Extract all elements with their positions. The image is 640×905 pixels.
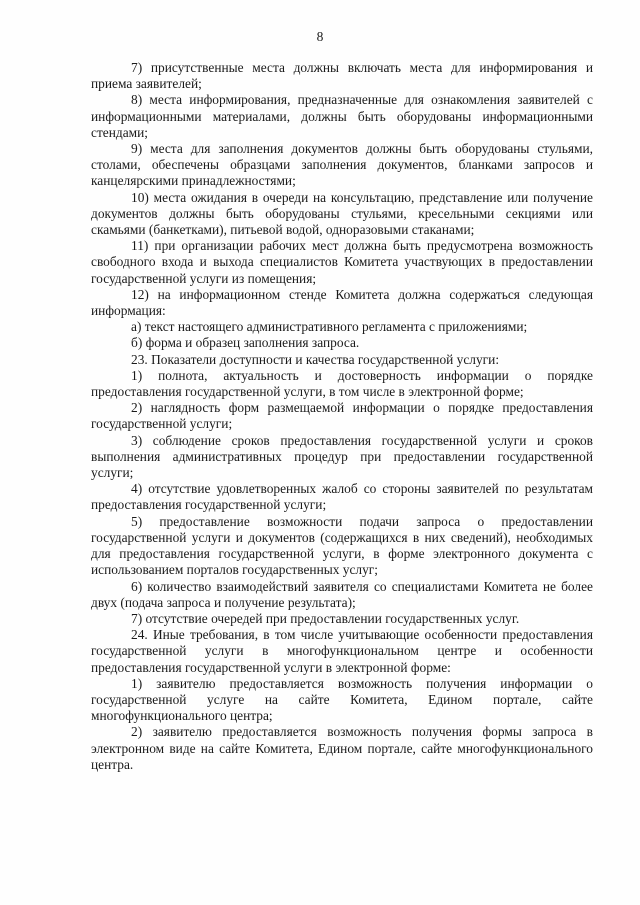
paragraph: 1) полнота, актуальность и достоверность информации о порядке предоставления государственной услуги, в том числе в электронной форме; [91,367,593,400]
paragraph: б) форма и образец заполнения запроса. [131,335,360,351]
paragraph: 6) количество взаимодействий заявителя со специалистами Комитета не более двух (подача запроса и получение результата); [91,578,593,610]
paragraph: 8) места информирования, предназначенные для ознакомления заявителей с информационными материалами, должны быть оборудованы информационными стендами; [91,92,593,140]
paragraph: 2) наглядность форм размещаемой информации о порядке предоставления государственной услуги; [91,400,593,432]
paragraph: 1) заявителю предоставляется возможность получения информации о государственной услуге на сайте Комитета, Едином портале, сайте многофункционального центра; [91,675,593,724]
paragraph: 11) при организации рабочих мест должна быть предусмотрена возможность свободного входа и выхода специалистов Комитета участвующих в предоставлении государственной услуги из помещения; [91,238,593,286]
page-number: 8 [316,29,324,44]
paragraph: 2) заявителю предоставляется возможность получения формы запроса в электронном виде на сайте Комитета, Едином портале, сайте многофункционального центра. [91,724,593,772]
paragraph: а) текст настоящего административного регламента с приложениями; [131,319,528,335]
paragraph: 4) отсутствие удовлетворенных жалоб со стороны заявителей по результатам предоставления государственной услуги; [91,481,593,513]
paragraph: 5) предоставление возможности подачи запроса о предоставлении государственной услуги и документов (содержащихся в них сведений), необходимых для предоставления государственной услуги, в форме электронного документа с использованием порталов государственных услуг; [91,513,593,578]
document-body [91,60,593,773]
paragraph: 9) места для заполнения документов должны быть оборудованы стульями, столами, обеспечены образцами заполнения документов, бланками запросов и канцелярскими принадлежностями; [91,141,593,189]
paragraph: 7) присутственные места должны включать места для информирования и приема заявителей; [91,60,593,92]
paragraph: 12) на информационном стенде Комитета должна содержаться следующая информация: [91,286,593,319]
paragraph: 7) отсутствие очередей при предоставлении государственных услуг. [131,610,520,626]
paragraph: 10) места ожидания в очереди на консультацию, представление или получение документов должны быть оборудованы стульями, кресельными секциями или скамьями (банкетками), питьевой водой, одноразовыми стаканами; [91,189,593,238]
paragraph: 24. Иные требования, в том числе учитывающие особенности предоставления государственной услуги в многофункциональном центре и особенности предоставления государственной услуги в электронной форме: [91,627,593,675]
paragraph: 3) соблюдение сроков предоставления государственной услуги и сроков выполнения административных процедур при предоставлении государственной услуги; [91,432,593,481]
paragraph: 23. Показатели доступности и качества государственной услуги: [131,351,500,367]
